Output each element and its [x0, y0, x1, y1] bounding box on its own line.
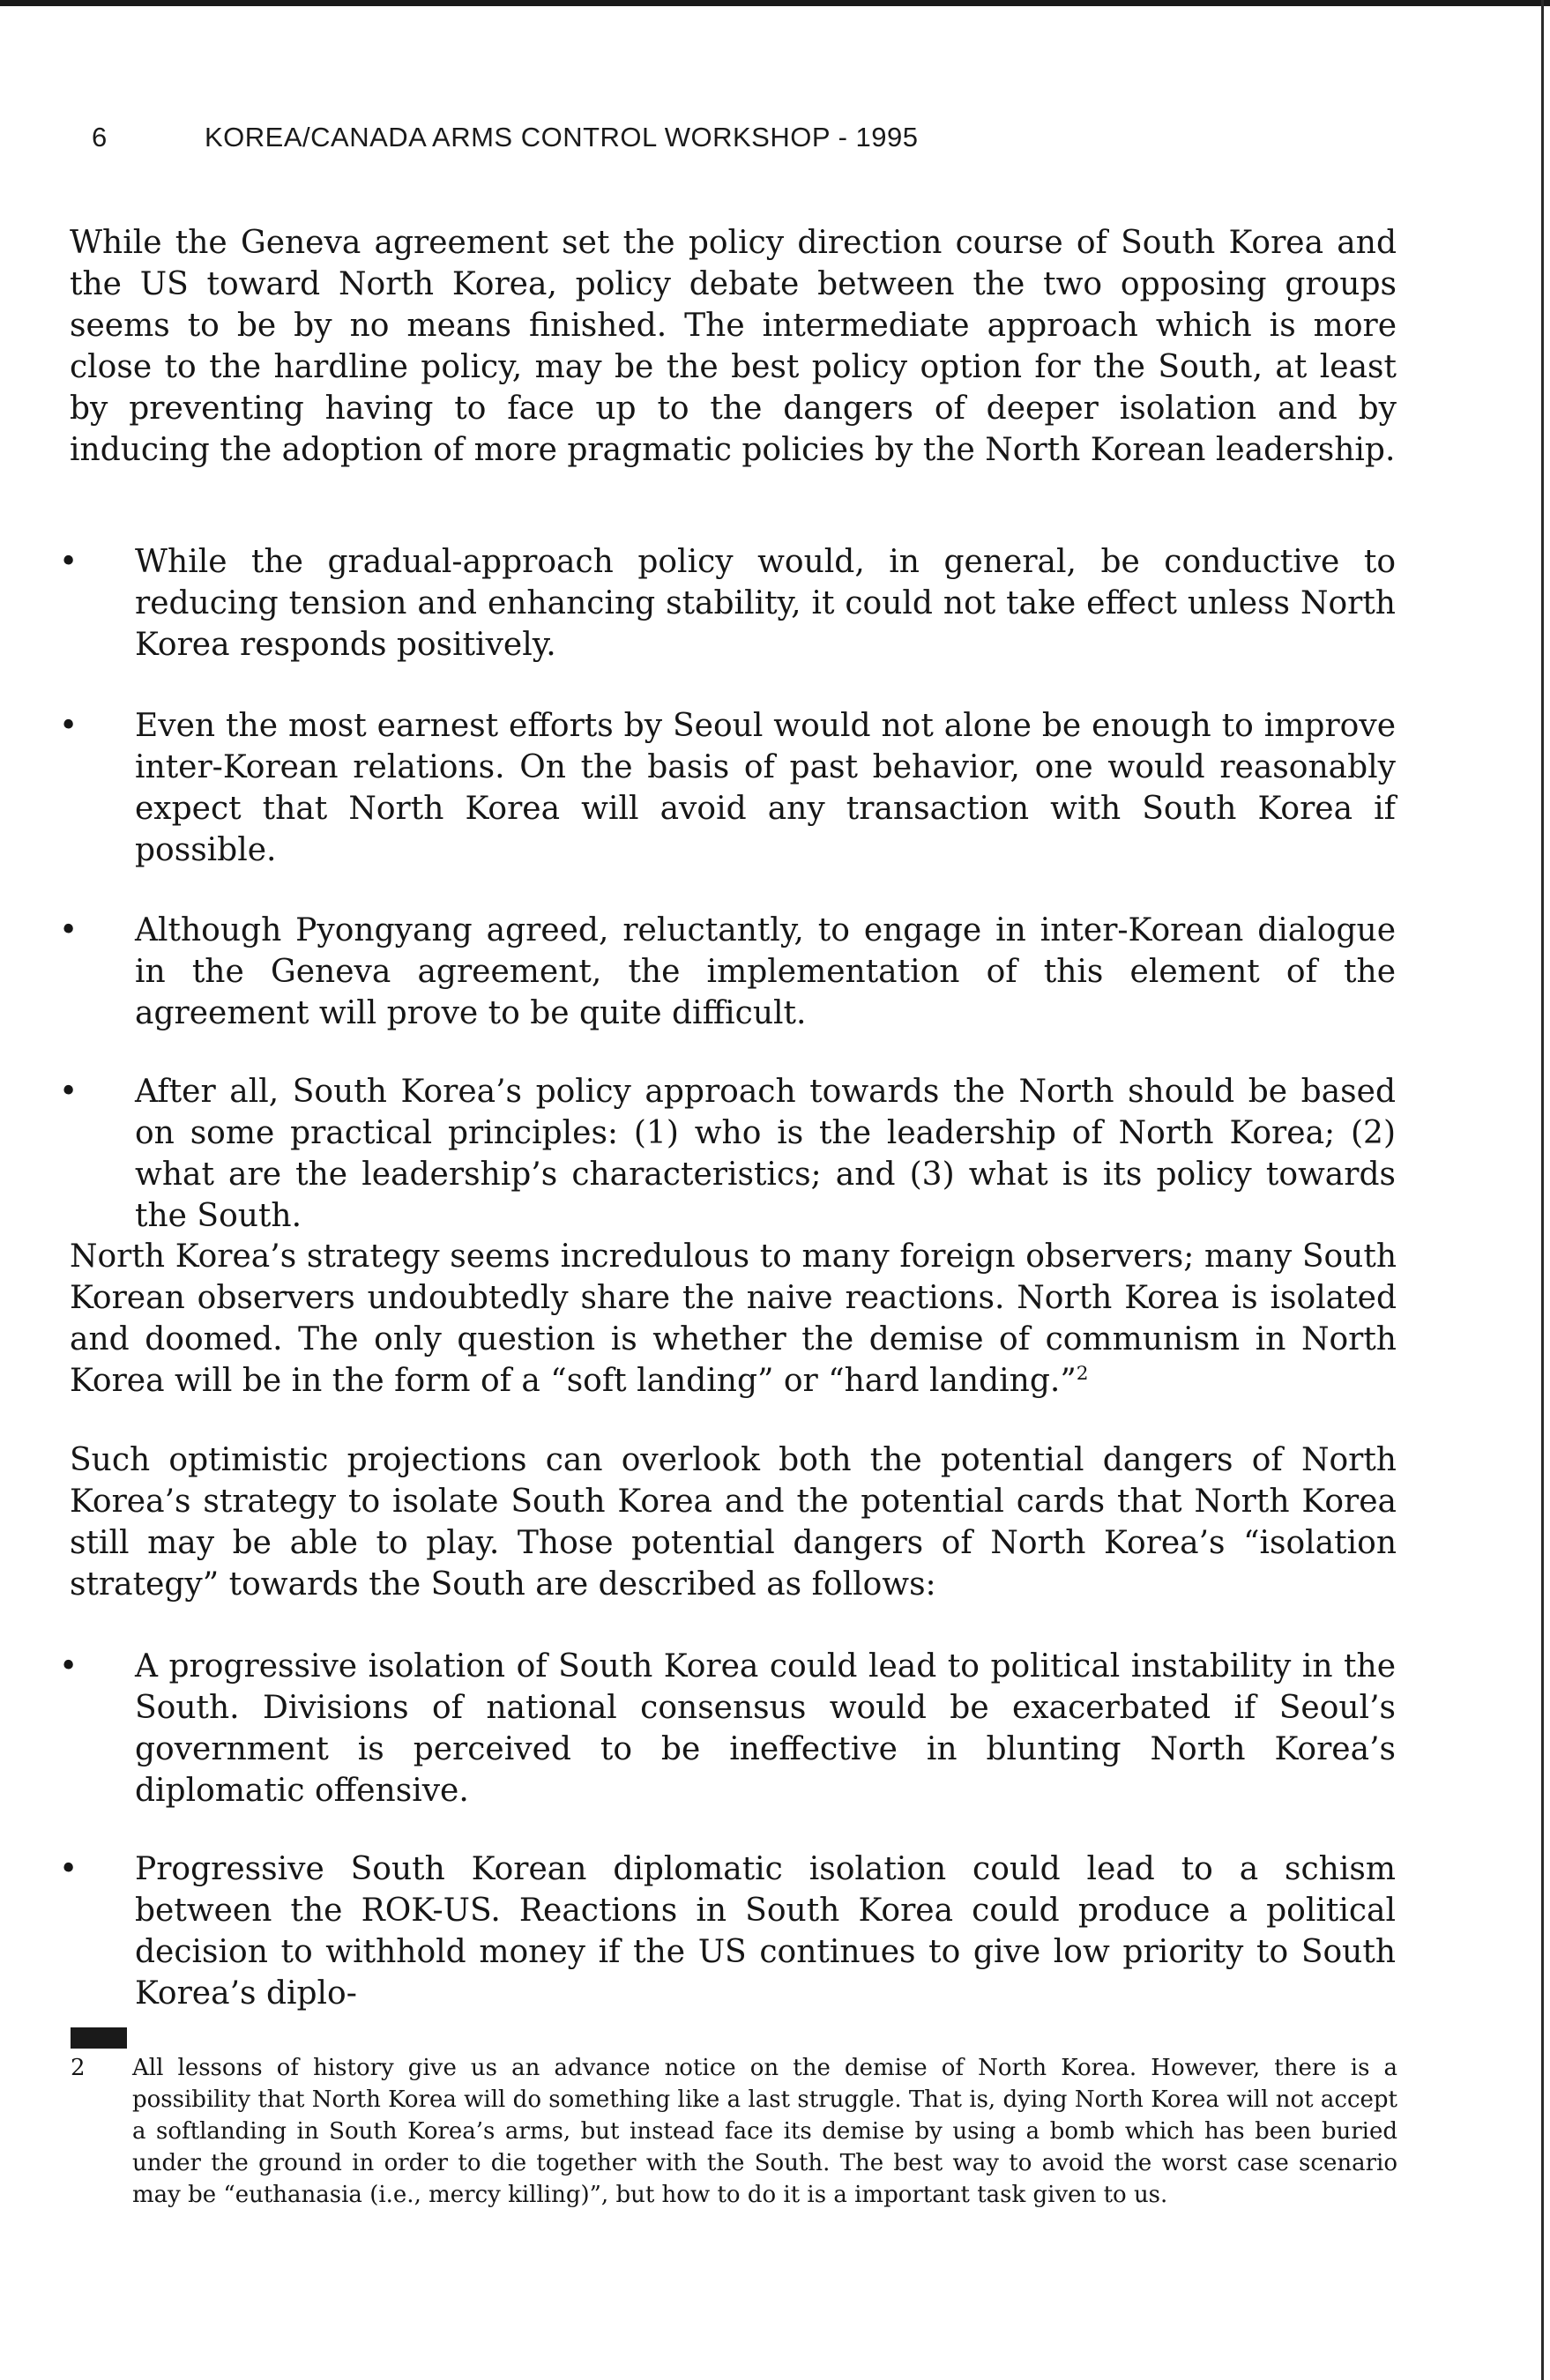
footnote [71, 2052, 1397, 2211]
bullet-item [100, 541, 1396, 666]
running-title: KOREA/CANADA ARMS CONTROL WORKSHOP - 1995 [205, 122, 919, 152]
footnote-separator-bar [71, 2027, 127, 2049]
bullet-text: Although Pyongyang agreed, reluctantly, to engage in inter-Korean dialogue in the Geneva agreement, the implementation of this element of the agreement will prove to be quite difficult. [135, 912, 1396, 1031]
bullet-text: Even the most earnest efforts by Seoul would not alone be enough to improve inter-Korean relations. On the basis of past behavior, one would reasonably expect that North Korea will avoid any transaction with South Korea if possible. [135, 708, 1396, 868]
paragraph-projections: Such optimistic projections can overlook both the potential dangers of North Korea’s strategy to isolate South Korea and the potential cards that North Korea still may be able to play. Those potential dangers of North Korea’s “isolation strategy” towards the South are described as follows: [70, 1442, 1397, 1603]
footnote-number: 2 [71, 2055, 86, 2081]
page-number: 6 [92, 122, 108, 152]
paragraph-strategy [70, 1236, 1397, 1402]
bullet-item [100, 1848, 1396, 2014]
bullet-item [100, 1646, 1396, 1811]
footnote-reference: 2 [1076, 1363, 1089, 1385]
bullet-text: While the gradual-approach policy would, in general, be conductive to reducing tension and enhancing stability, it could not take effect unless North Korea responds positively. [135, 544, 1396, 663]
bullet-item [100, 705, 1396, 871]
running-header [92, 122, 918, 153]
bullet-text: Progressive South Korean diplomatic isolation could lead to a schism between the ROK-US. Reactions in South Korea could produce a political decision to withhold money if the US continues to give low priority to South Korea’s diplo- [135, 1851, 1396, 2012]
footnote-text: All lessons of history give us an advance notice on the demise of North Korea. However, there is a possibility that North Korea will do something like a last struggle. That is, dying North Korea will not accept a softlanding in South Korea’s arms, but instead face its demise by using a bomb which has been buried under the ground in order to die together with the South. The best way to avoid the worst case scenario may be “euthanasia (i.e., mercy killing)”, but how to do it is a important task given to us. [132, 2055, 1397, 2208]
bullet-item [100, 910, 1396, 1034]
right-border-rule [1541, 0, 1544, 2380]
paragraph-strategy-text: North Korea’s strategy seems incredulous to many foreign observers; many South Korean observers undoubtedly share the naive reactions. North Korea is isolated and doomed. The only question is whether the demise of communism in North Korea will be in the form of a “soft landing” or “hard landing.” [70, 1238, 1397, 1399]
bullet-text: After all, South Korea’s policy approach towards the North should be based on some practical principles: (1) who is the leadership of North Korea; (2) what are the leadership’s characteristics; and (3) what is its policy towards the South. [135, 1074, 1396, 1234]
top-border-rule [0, 0, 1550, 6]
paragraph-intro: While the Geneva agreement set the policy direction course of South Korea and the US toward North Korea, policy debate between the two opposing groups seems to be by no means finished. The intermediate approach which is more close to the hardline policy, may be the best policy option for the South, at least by preventing having to face up to the dangers of deeper isolation and by inducing the adoption of more pragmatic policies by the North Korean leadership. [70, 225, 1397, 468]
bullet-text: A progressive isolation of South Korea could lead to political instability in the South. Divisions of national consensus would be exacerbated if Seoul’s government is perceived to be ineffective in blunting North Korea’s diplomatic offensive. [135, 1648, 1396, 1809]
bullet-item [100, 1071, 1396, 1237]
